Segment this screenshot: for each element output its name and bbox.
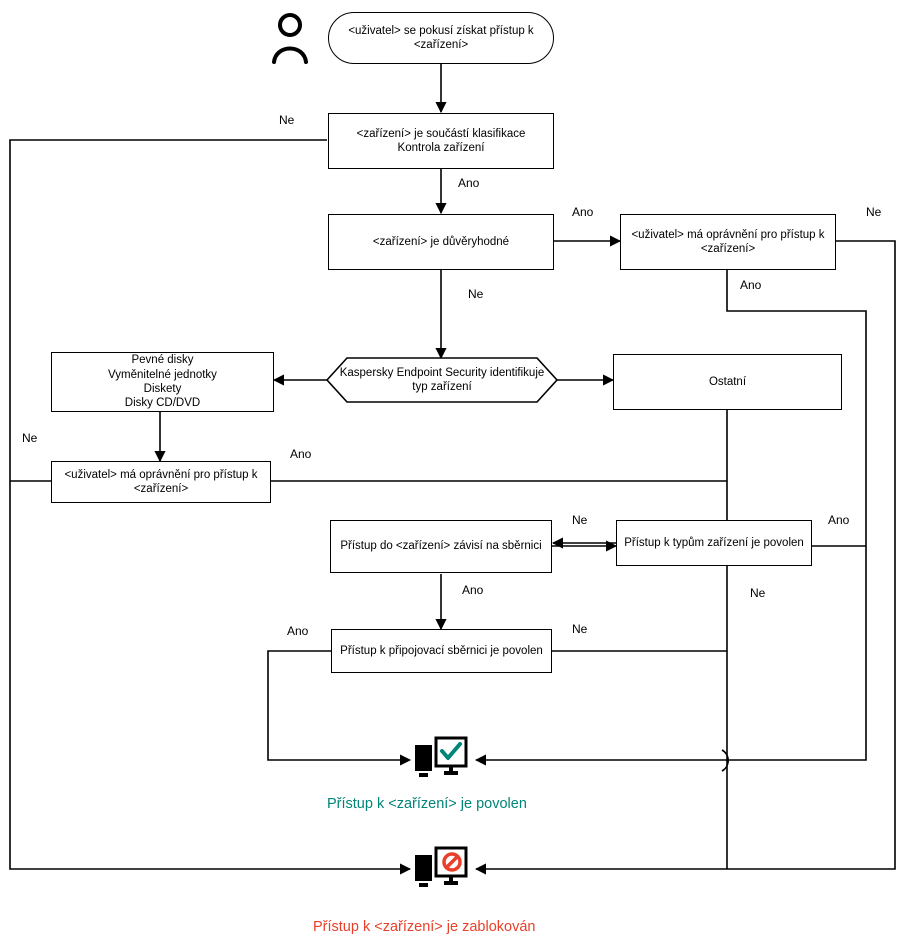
node-bus-dependent-label: Přístup do <zařízení> závisí na sběrnici (340, 540, 542, 553)
node-device-classified-label: <zařízení> je součástí klasifikace Kontrola zařízení (356, 127, 526, 154)
monitor-check-icon (414, 735, 470, 790)
node-identify-device-type-label: Kaspersky Endpoint Security identifikuje typ zařízení (339, 366, 545, 393)
device-list-line-2: Vyměnitelné jednotky (108, 368, 217, 381)
node-device-trusted (328, 214, 554, 270)
node-device-types-allowed (616, 520, 812, 566)
node-identify-device-type (327, 358, 557, 402)
device-list-line-1: Pevné disky (131, 354, 194, 367)
device-list-line-3: Diskety (143, 383, 182, 395)
node-start (328, 12, 554, 64)
edge-label-device-types-allowed-no: Ne (750, 586, 766, 600)
user-icon (268, 12, 312, 69)
node-other-label: Ostatní (708, 375, 747, 388)
monitor-blocked-icon (414, 845, 470, 900)
node-connection-bus-allowed (331, 629, 552, 673)
edge-label-user-rights-top-no: Ne (866, 205, 882, 219)
edge-label-trusted-no: Ne (468, 287, 484, 301)
caption-access-blocked: Přístup k <zařízení> je zablokován (313, 919, 536, 935)
node-device-trusted-label: <zařízení> je důvěryhodné (372, 235, 510, 248)
edge-label-connection-bus-no: Ne (572, 622, 588, 636)
node-bus-dependent (330, 520, 552, 573)
edge-label-bus-dependent-no: Ne (572, 513, 588, 527)
edge-label-user-rights-left-yes: Ano (290, 447, 312, 461)
node-other (613, 354, 842, 410)
node-user-rights-top-label: <uživatel> má oprávnění pro přístup k <zařízení> (631, 228, 825, 255)
node-device-types-allowed-label: Přístup k typům zařízení je povolen (624, 536, 804, 549)
node-device-classified (328, 113, 554, 169)
edge-label-classified-yes: Ano (458, 176, 480, 190)
node-user-rights-left (51, 461, 271, 503)
node-user-rights-top (620, 214, 836, 270)
edge-label-bus-dependent-yes: Ano (462, 583, 484, 597)
edge-label-device-types-allowed-yes: Ano (828, 513, 850, 527)
node-device-list (51, 352, 274, 412)
node-start-label: <uživatel> se pokusí získat přístup k <zařízení> (348, 24, 534, 51)
edge-label-user-rights-top-yes: Ano (740, 278, 762, 292)
edge-label-user-rights-left-no: Ne (22, 431, 38, 445)
node-user-rights-left-label: <uživatel> má oprávnění pro přístup k <zařízení> (64, 468, 258, 495)
edge-label-classified-no: Ne (279, 113, 295, 127)
edge-label-trusted-yes: Ano (572, 205, 594, 219)
caption-access-allowed: Přístup k <zařízení> je povolen (327, 796, 527, 812)
device-list-line-4: Disky CD/DVD (124, 397, 201, 410)
edge-label-connection-bus-yes: Ano (287, 624, 309, 638)
node-connection-bus-allowed-label: Přístup k připojovací sběrnici je povolen (340, 644, 543, 657)
